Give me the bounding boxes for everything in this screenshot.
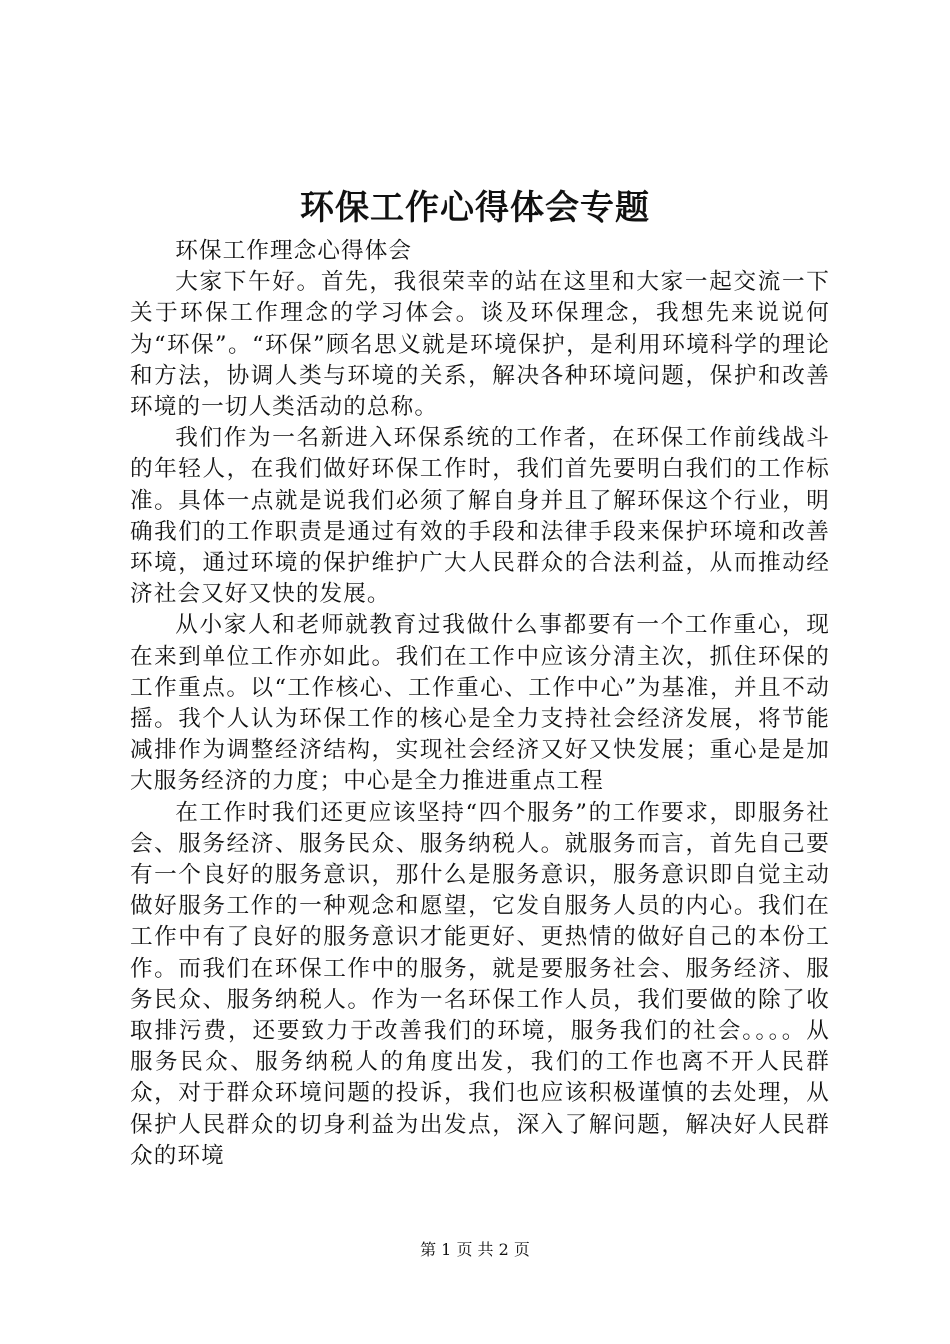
document-body xyxy=(130,236,830,1172)
paragraph-1: 大家下午好。首先，我很荣幸的站在这里和大家一起交流一下关于环保工作理念的学习体会。谈及环保理念，我想先来说说何为“环保”。“环保”顾名思义就是环境保护，是利用环境科学的理论和方法，协调人类与环境的关系，解决各种环境问题，保护和改善环境的一切人类活动的总称。 xyxy=(130,269,830,421)
paragraph-3: 从小家人和老师就教育过我做什么事都要有一个工作重心，现在来到单位工作亦如此。我们在工作中应该分清主次，抓住环保的工作重点。以“工作核心、工作重心、工作中心”为基准，并且不动摇。我个人认为环保工作的核心是全力支持社会经济发展，将节能减排作为调整经济结构，实现社会经济又好又快发展；重心是是加大服务经济的力度；中心是全力推进重点工程 xyxy=(130,612,830,795)
paragraph-2: 我们作为一名新进入环保系统的工作者，在环保工作前线战斗的年轻人，在我们做好环保工作时，我们首先要明白我们的工作标准。具体一点就是说我们必须了解自身并且了解环保这个行业，明确我们的工作职责是通过有效的手段和法律手段来保护环境和改善环境，通过环境的保护维护广大人民群众的合法利益，从而推动经济社会又好又快的发展。 xyxy=(130,425,830,608)
page-number-footer: 第 1 页 共 2 页 xyxy=(420,1240,530,1259)
document-title: 环保工作心得体会专题 xyxy=(300,188,650,228)
paragraph-4: 在工作时我们还更应该坚持“四个服务”的工作要求，即服务社会、服务经济、服务民众、服务纳税人。就服务而言，首先自己要有一个良好的服务意识，那什么是服务意识，服务意识即自觉主动做好服务工作的一种观念和愿望，它发自服务人员的内心。我们在工作中有了良好的服务意识才能更好、更热情的做好自己的本份工作。而我们在环保工作中的服务，就是要服务社会、服务经济、服务民众、服务纳税人。作为一名环保工作人员，我们要做的除了收取排污费，还要致力于改善我们的环境，服务我们的社会。。。。从服务民众、服务纳税人的角度出发，我们的工作也离不开人民群众，对于群众环境问题的投诉，我们也应该积极谨慎的去处理，从保护人民群众的切身利益为出发点，深入了解问题，解决好人民群众的环境 xyxy=(130,799,830,1169)
section-subtitle: 环保工作理念心得体会 xyxy=(175,238,413,264)
